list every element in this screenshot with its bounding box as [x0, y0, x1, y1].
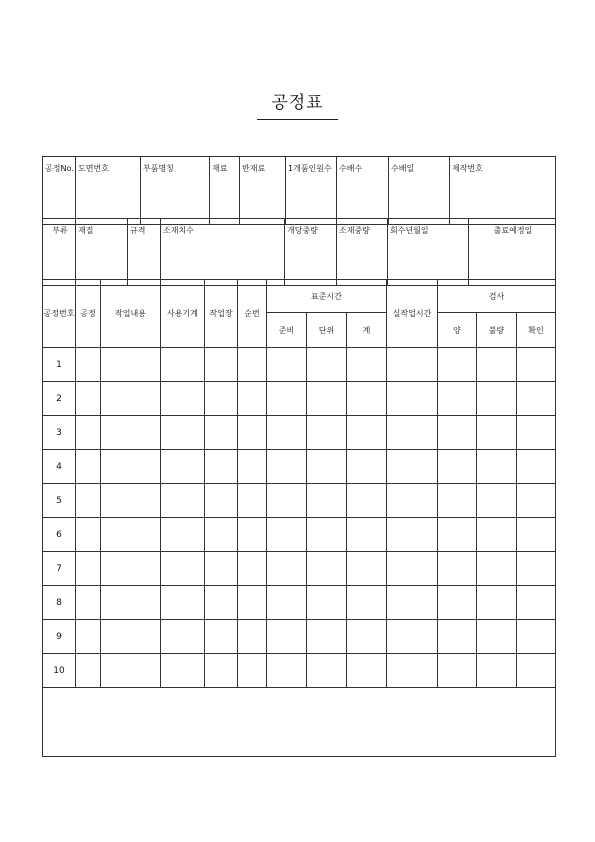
- table-cell[interactable]: [347, 382, 387, 416]
- table-cell[interactable]: [101, 518, 161, 552]
- table-cell[interactable]: [76, 348, 101, 382]
- table-cell[interactable]: [477, 586, 517, 620]
- table-cell[interactable]: [238, 552, 267, 586]
- table-cell[interactable]: [238, 382, 267, 416]
- production-no-cell[interactable]: [450, 157, 556, 225]
- table-cell[interactable]: [238, 450, 267, 484]
- semi-material-cell[interactable]: [240, 157, 286, 225]
- table-cell[interactable]: [101, 382, 161, 416]
- table-cell[interactable]: [267, 654, 307, 688]
- personnel-per-unit-cell[interactable]: [286, 157, 337, 225]
- personnel-per-unit-label: 1개품인원수: [288, 164, 332, 173]
- table-cell[interactable]: [387, 348, 438, 382]
- table-cell[interactable]: [477, 382, 517, 416]
- table-cell[interactable]: [76, 484, 101, 518]
- table-cell[interactable]: [517, 484, 556, 518]
- table-cell[interactable]: [517, 382, 556, 416]
- table-row: [43, 586, 556, 620]
- table-row: [43, 450, 556, 484]
- table-row: [43, 484, 556, 518]
- table-cell[interactable]: [477, 484, 517, 518]
- title-block: [0, 88, 595, 120]
- order-header-label: 순번: [244, 309, 260, 318]
- table-cell[interactable]: [161, 620, 205, 654]
- table-cell[interactable]: [438, 382, 477, 416]
- table-row: [43, 348, 556, 382]
- header-info-table-2: [42, 218, 556, 286]
- collection-date-cell[interactable]: [388, 219, 469, 286]
- inspection-header: [438, 280, 556, 313]
- table-cell[interactable]: [161, 654, 205, 688]
- table-cell[interactable]: [438, 620, 477, 654]
- table-cell[interactable]: [307, 484, 347, 518]
- spec-cell[interactable]: [128, 219, 161, 286]
- table-cell[interactable]: [307, 586, 347, 620]
- table-cell[interactable]: [76, 518, 101, 552]
- drawing-no-cell[interactable]: [76, 157, 141, 225]
- table-cell[interactable]: [205, 620, 238, 654]
- table-cell[interactable]: [238, 484, 267, 518]
- table-cell[interactable]: [387, 552, 438, 586]
- table-cell[interactable]: [101, 450, 161, 484]
- process-no-label: 공정No.: [45, 164, 74, 173]
- table-cell[interactable]: [238, 348, 267, 382]
- stock-size-cell[interactable]: [161, 219, 285, 286]
- category-label: 부류: [52, 226, 68, 235]
- table-cell[interactable]: [267, 484, 307, 518]
- actual-time-header: [387, 280, 438, 348]
- row-number: 4: [43, 450, 76, 484]
- table-cell[interactable]: [387, 484, 438, 518]
- release-date-label: 출료예정일: [493, 226, 533, 235]
- row-number: 8: [43, 586, 76, 620]
- table-cell[interactable]: [307, 620, 347, 654]
- process-header-label: 공정: [80, 309, 96, 318]
- row-number: 1: [43, 348, 76, 382]
- table-cell[interactable]: [517, 654, 556, 688]
- part-name-label: 부품명칭: [143, 164, 174, 173]
- drawing-no-label: 도면번호: [78, 164, 109, 173]
- table-cell[interactable]: [438, 450, 477, 484]
- stock-weight-cell[interactable]: [337, 219, 388, 286]
- work-content-header-label: 작업내용: [115, 309, 146, 318]
- material-quality-label: 재질: [78, 226, 94, 235]
- table-cell[interactable]: [238, 620, 267, 654]
- table-cell[interactable]: [438, 552, 477, 586]
- table-row: [43, 654, 556, 688]
- table-cell[interactable]: [438, 654, 477, 688]
- prep-header-label: 준비: [278, 325, 295, 335]
- process-no-cell[interactable]: [43, 157, 76, 225]
- table-cell[interactable]: [477, 348, 517, 382]
- row-number: 3: [43, 416, 76, 450]
- defect-header: [477, 313, 517, 348]
- table-cell[interactable]: [477, 620, 517, 654]
- table-cell[interactable]: [161, 484, 205, 518]
- table-cell[interactable]: [517, 348, 556, 382]
- table-row: [43, 382, 556, 416]
- table-cell[interactable]: [161, 450, 205, 484]
- table-cell[interactable]: [161, 552, 205, 586]
- order-date-label: 수배일: [391, 164, 415, 173]
- order-header: [238, 280, 267, 348]
- table-cell[interactable]: [205, 552, 238, 586]
- row-number: 2: [43, 382, 76, 416]
- table-cell[interactable]: [307, 654, 347, 688]
- table-cell[interactable]: [205, 518, 238, 552]
- table-cell[interactable]: [477, 450, 517, 484]
- release-date-cell[interactable]: [469, 219, 556, 286]
- table-cell[interactable]: [347, 620, 387, 654]
- workplace-header-label: 작업장: [209, 309, 233, 318]
- inspection-header-label: 검사: [488, 291, 505, 301]
- table-cell[interactable]: [477, 552, 517, 586]
- semi-material-label: 반재료: [242, 164, 266, 173]
- order-qty-label: 수배수: [339, 164, 363, 173]
- table-cell[interactable]: [267, 416, 307, 450]
- part-name-cell[interactable]: [141, 157, 210, 225]
- defect-header-label: 불량: [488, 325, 505, 335]
- table-cell[interactable]: [347, 586, 387, 620]
- table-cell[interactable]: [517, 552, 556, 586]
- table-cell[interactable]: [205, 586, 238, 620]
- confirm-header: [517, 313, 556, 348]
- good-header-label: 양: [453, 325, 461, 335]
- table-cell[interactable]: [238, 586, 267, 620]
- table-cell[interactable]: [267, 552, 307, 586]
- table-cell[interactable]: [387, 586, 438, 620]
- table-cell[interactable]: [347, 450, 387, 484]
- table-cell[interactable]: [101, 484, 161, 518]
- confirm-header-label: 확인: [528, 325, 544, 335]
- spec-label: 규격: [130, 226, 146, 235]
- remarks-area[interactable]: [43, 688, 556, 757]
- table-cell[interactable]: [347, 484, 387, 518]
- table-row: [43, 620, 556, 654]
- table-cell[interactable]: [76, 552, 101, 586]
- row-number: 10: [43, 654, 76, 688]
- table-cell[interactable]: [347, 654, 387, 688]
- table-cell[interactable]: [387, 450, 438, 484]
- table-cell[interactable]: [76, 654, 101, 688]
- table-cell[interactable]: [347, 348, 387, 382]
- table-cell[interactable]: [238, 416, 267, 450]
- table-cell[interactable]: [205, 348, 238, 382]
- table-cell[interactable]: [101, 586, 161, 620]
- table-cell[interactable]: [387, 416, 438, 450]
- material-cell[interactable]: [210, 157, 240, 225]
- order-qty-cell[interactable]: [337, 157, 389, 225]
- table-cell[interactable]: [387, 654, 438, 688]
- production-no-label: 제작번호: [452, 164, 483, 173]
- std-time-header: [267, 280, 387, 313]
- table-cell[interactable]: [387, 518, 438, 552]
- table-cell[interactable]: [238, 654, 267, 688]
- workplace-header: [205, 280, 238, 348]
- order-date-cell[interactable]: [389, 157, 450, 225]
- unit-header: [307, 313, 347, 348]
- table-cell[interactable]: [347, 416, 387, 450]
- table-cell[interactable]: [517, 586, 556, 620]
- table-cell[interactable]: [387, 620, 438, 654]
- row-number: 6: [43, 518, 76, 552]
- table-row: [43, 552, 556, 586]
- table-cell[interactable]: [161, 416, 205, 450]
- table-cell[interactable]: [205, 450, 238, 484]
- table-cell[interactable]: [387, 382, 438, 416]
- table-cell[interactable]: [161, 586, 205, 620]
- good-header: [438, 313, 477, 348]
- unit-header-label: 단위: [318, 325, 335, 335]
- actual-time-header-label: 실작업시간: [392, 309, 432, 318]
- table-cell[interactable]: [307, 450, 347, 484]
- table-cell[interactable]: [267, 348, 307, 382]
- table-cell[interactable]: [307, 552, 347, 586]
- table-cell[interactable]: [438, 484, 477, 518]
- page-title: 공정표: [257, 88, 337, 120]
- table-cell[interactable]: [477, 518, 517, 552]
- table-cell[interactable]: [76, 416, 101, 450]
- table-cell[interactable]: [205, 484, 238, 518]
- row-number: 9: [43, 620, 76, 654]
- stock-size-label: 소재치수: [163, 226, 194, 235]
- table-cell[interactable]: [517, 620, 556, 654]
- table-cell[interactable]: [267, 586, 307, 620]
- table-cell[interactable]: [101, 348, 161, 382]
- process-table: [42, 279, 556, 757]
- stock-weight-label: 소재중량: [339, 226, 370, 235]
- total-header: [347, 313, 387, 348]
- table-cell[interactable]: [161, 348, 205, 382]
- table-cell[interactable]: [76, 620, 101, 654]
- row-number: 5: [43, 484, 76, 518]
- table-cell[interactable]: [205, 382, 238, 416]
- work-content-header: [101, 280, 161, 348]
- table-cell[interactable]: [438, 518, 477, 552]
- table-cell[interactable]: [76, 450, 101, 484]
- table-cell[interactable]: [101, 620, 161, 654]
- table-cell[interactable]: [101, 654, 161, 688]
- table-cell[interactable]: [347, 518, 387, 552]
- row-number: 7: [43, 552, 76, 586]
- table-cell[interactable]: [267, 450, 307, 484]
- table-cell[interactable]: [267, 382, 307, 416]
- header-info-table-1: [42, 156, 556, 225]
- table-cell[interactable]: [438, 586, 477, 620]
- material-quality-cell[interactable]: [76, 219, 128, 286]
- table-cell[interactable]: [438, 348, 477, 382]
- table-cell[interactable]: [517, 416, 556, 450]
- table-cell[interactable]: [307, 416, 347, 450]
- table-cell[interactable]: [267, 518, 307, 552]
- table-cell[interactable]: [477, 654, 517, 688]
- table-cell[interactable]: [76, 382, 101, 416]
- process-no-header-label: 공정번호: [43, 309, 75, 318]
- table-cell[interactable]: [307, 382, 347, 416]
- table-cell[interactable]: [307, 348, 347, 382]
- machine-header-label: 사용기계: [167, 309, 198, 318]
- table-cell[interactable]: [517, 518, 556, 552]
- table-cell[interactable]: [161, 518, 205, 552]
- material-label: 재료: [212, 164, 228, 173]
- table-cell[interactable]: [101, 416, 161, 450]
- collection-date-label: 회수년월일: [390, 226, 429, 235]
- table-row: [43, 416, 556, 450]
- unit-weight-cell[interactable]: [285, 219, 337, 286]
- table-cell[interactable]: [238, 518, 267, 552]
- table-cell[interactable]: [477, 416, 517, 450]
- unit-weight-label: 개당중량: [287, 226, 318, 235]
- prep-header: [267, 313, 307, 348]
- table-cell[interactable]: [438, 416, 477, 450]
- table-cell[interactable]: [267, 620, 307, 654]
- std-time-header-label: 표준시간: [311, 291, 342, 301]
- table-cell[interactable]: [517, 450, 556, 484]
- total-header-label: 계: [362, 325, 371, 335]
- table-cell[interactable]: [205, 416, 238, 450]
- table-cell[interactable]: [307, 518, 347, 552]
- process-no-header: [43, 280, 76, 348]
- table-cell[interactable]: [205, 654, 238, 688]
- table-cell[interactable]: [347, 552, 387, 586]
- table-row: [43, 518, 556, 552]
- table-cell[interactable]: [101, 552, 161, 586]
- machine-header: [161, 280, 205, 348]
- table-cell[interactable]: [76, 586, 101, 620]
- category-cell[interactable]: [43, 219, 76, 286]
- process-header: [76, 280, 101, 348]
- table-cell[interactable]: [161, 382, 205, 416]
